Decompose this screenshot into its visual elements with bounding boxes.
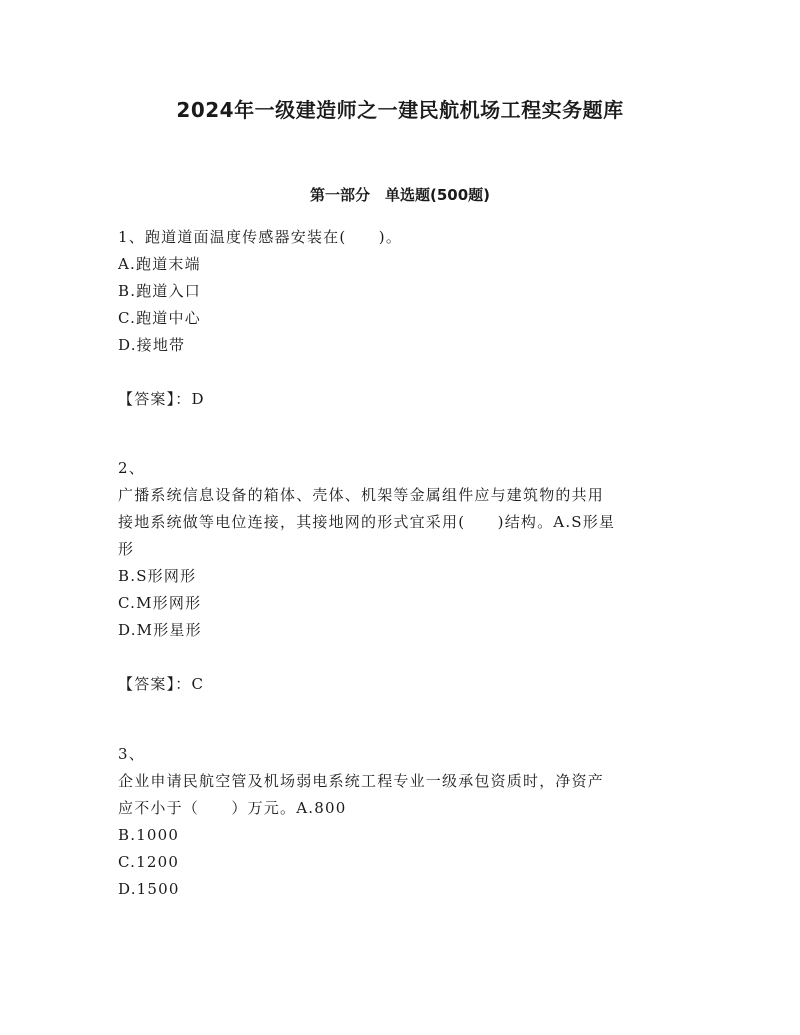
- question-number: 3、: [118, 745, 145, 763]
- question-1: [118, 224, 688, 413]
- question-stem-line: 1、跑道道面温度传感器安装在( )。: [118, 228, 403, 246]
- document-title: 2024年一级建造师之一建民航机场工程实务题库: [176, 98, 624, 122]
- question-stem-line: 企业申请民航空管及机场弱电系统工程专业一级承包资质时，净资产: [118, 772, 605, 790]
- option-b: B.1000: [118, 826, 180, 844]
- option-d: D.接地带: [118, 336, 186, 354]
- option-a: A.跑道末端: [118, 255, 201, 273]
- option-c: C.1200: [118, 853, 180, 871]
- option-c: C.跑道中心: [118, 309, 201, 327]
- question-3: [118, 741, 688, 903]
- question-stem-line: 形: [118, 540, 135, 558]
- question-stem-line: 广播系统信息设备的箱体、壳体、机架等金属组件应与建筑物的共用: [118, 486, 605, 504]
- section-title: 第一部分 单选题(500题): [309, 186, 491, 204]
- option-d: D.1500: [118, 880, 180, 898]
- option-b: B.跑道入口: [118, 282, 201, 300]
- answer-line: 【答案】：C: [118, 675, 205, 693]
- question-stem-line: 接地系统做等电位连接，其接地网的形式宜采用( )结构。A.S形星: [118, 513, 616, 531]
- answer-line: 【答案】：D: [118, 390, 205, 408]
- option-b: B.S形网形: [118, 567, 197, 585]
- question-2: [118, 455, 688, 698]
- question-stem-line: 应不小于（ ）万元。A.800: [118, 799, 347, 817]
- option-c: C.M形网形: [118, 594, 202, 612]
- option-d: D.M形星形: [118, 621, 202, 639]
- question-number: 2、: [118, 459, 145, 477]
